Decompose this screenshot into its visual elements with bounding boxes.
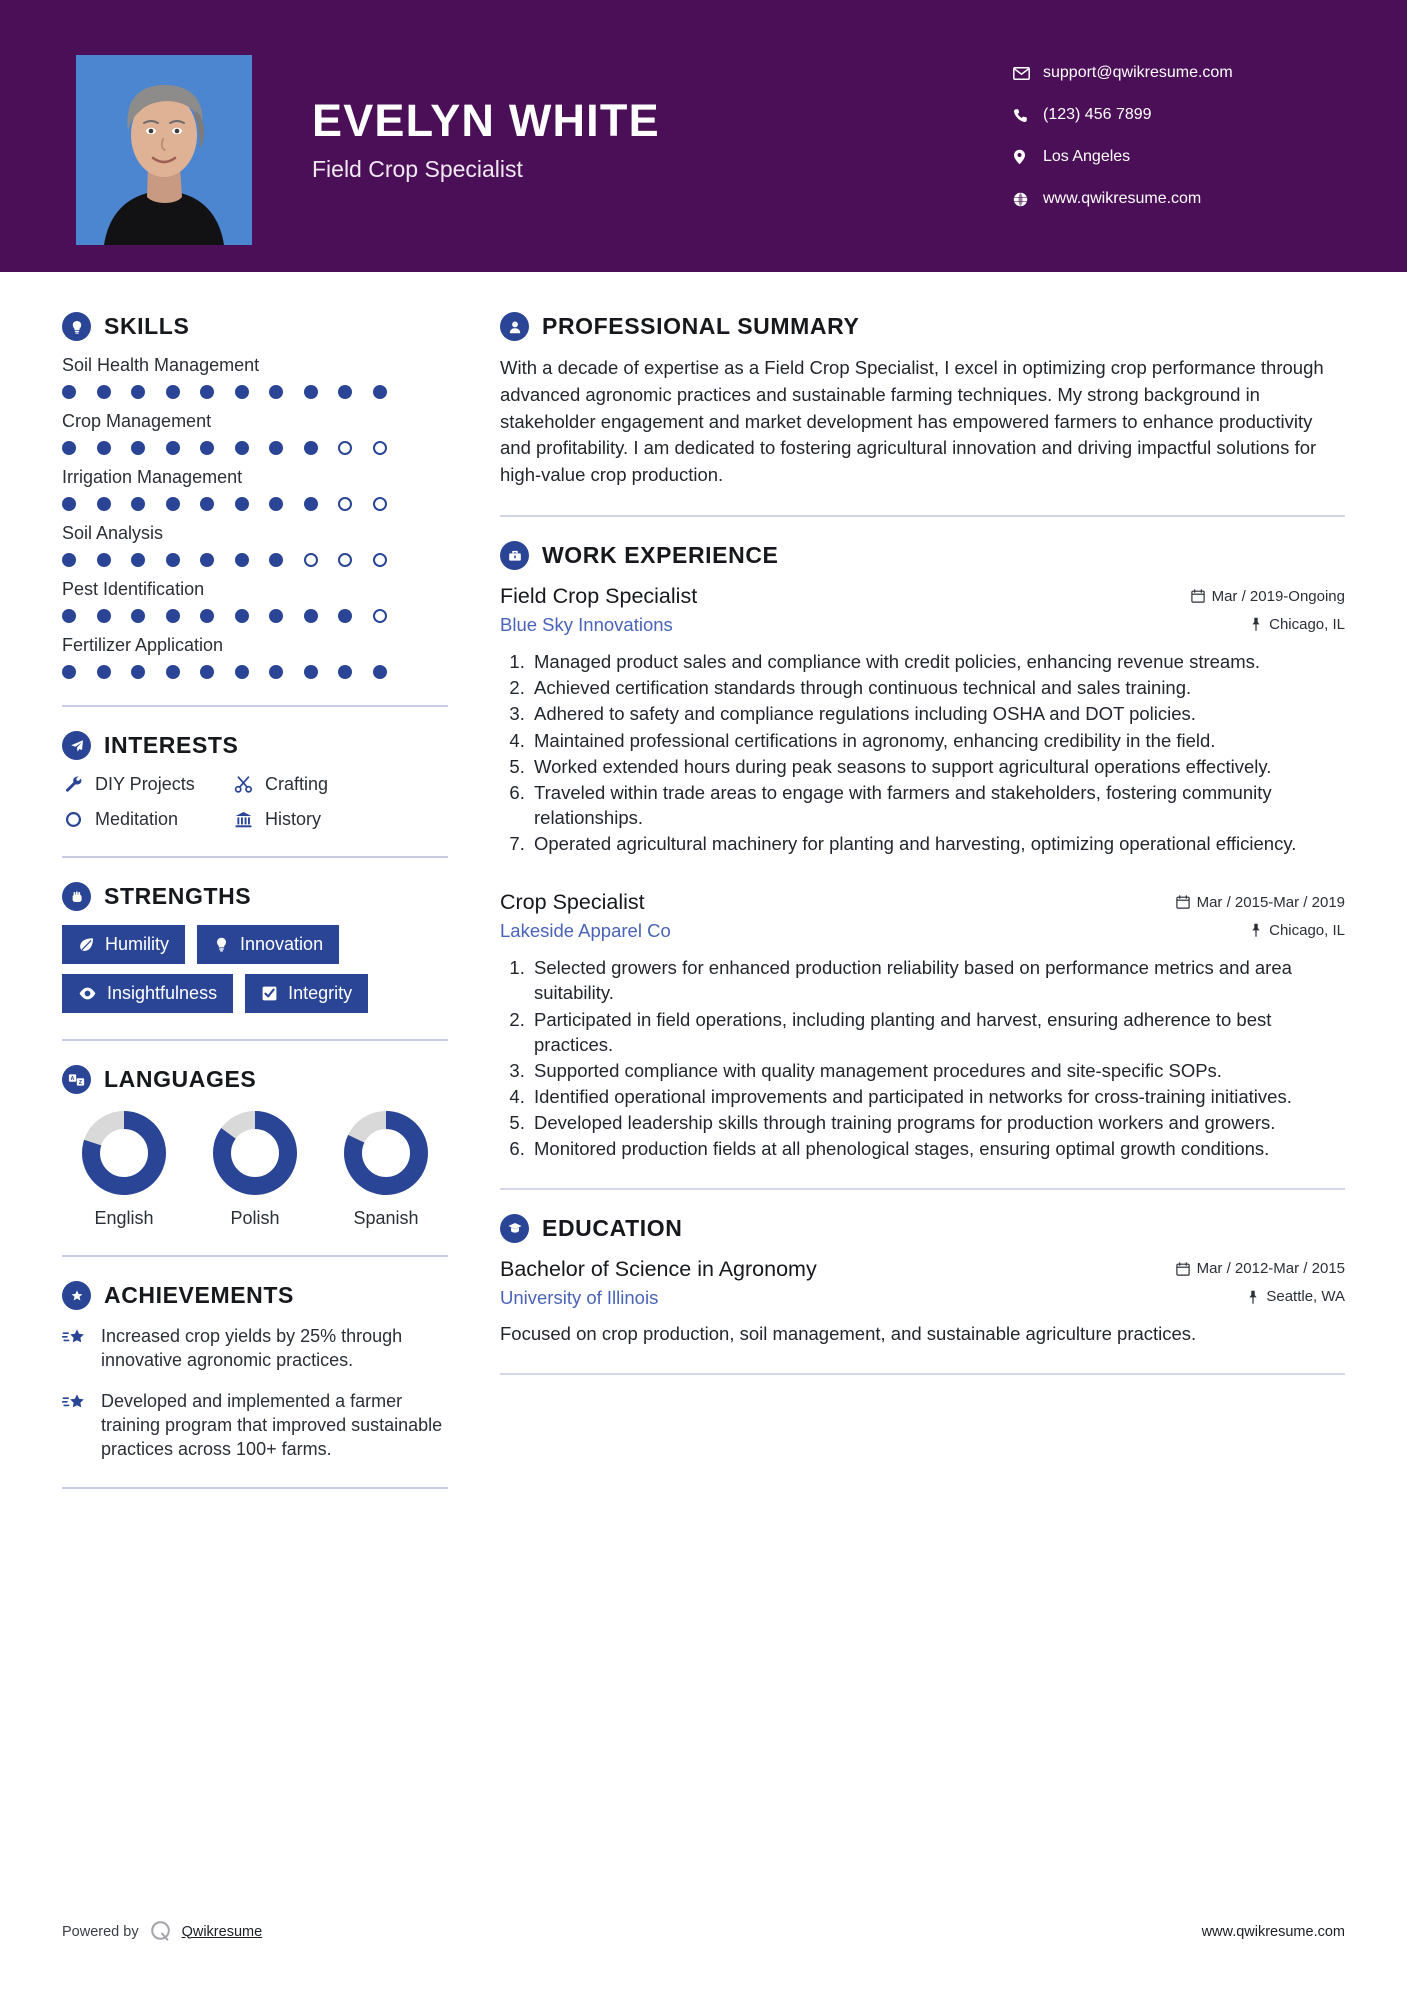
footer-powered-label: Powered by bbox=[62, 1923, 139, 1940]
experience-entry bbox=[500, 890, 1345, 1161]
entry-bullet: 4. Identified operational improvements and participated in networks for cross-training initiatives. bbox=[530, 1084, 1345, 1109]
skill-dot-filled bbox=[235, 441, 249, 455]
skill-rating bbox=[62, 441, 448, 455]
circle-icon bbox=[62, 810, 84, 829]
section-skills bbox=[62, 312, 448, 679]
skill-dot-empty bbox=[338, 497, 352, 511]
strength-badge-innovation bbox=[197, 925, 339, 964]
skill-dot-filled bbox=[166, 385, 180, 399]
skill-dot-filled bbox=[269, 665, 283, 679]
skill-dot-filled bbox=[269, 441, 283, 455]
resume-header bbox=[0, 0, 1407, 272]
shooting-star-icon bbox=[62, 1392, 88, 1414]
calendar-icon bbox=[1176, 895, 1190, 909]
skill-dot-empty bbox=[373, 609, 387, 623]
education-title: EDUCATION bbox=[542, 1214, 683, 1241]
skill-dot-filled bbox=[338, 385, 352, 399]
skill-dot-filled bbox=[131, 553, 145, 567]
skill-rating bbox=[62, 385, 448, 399]
interest-label: History bbox=[265, 809, 322, 829]
skill-dot-filled bbox=[97, 441, 111, 455]
entry-meta bbox=[1191, 588, 1345, 605]
profile-photo-image bbox=[76, 55, 252, 245]
entry-role: Crop Specialist bbox=[500, 890, 645, 915]
q-logo-icon bbox=[148, 1919, 173, 1944]
sidebar-divider-3 bbox=[62, 1039, 448, 1041]
sidebar-divider-5 bbox=[62, 1487, 448, 1489]
interest-label: DIY Projects bbox=[95, 774, 195, 794]
entry-description: Focused on crop production, soil management, and sustainable agriculture practices. bbox=[500, 1322, 1197, 1344]
scissors-icon bbox=[232, 775, 254, 794]
briefcase-icon bbox=[500, 541, 529, 570]
skill-item bbox=[62, 411, 448, 455]
main-divider-1 bbox=[500, 515, 1345, 517]
skill-dot-filled bbox=[62, 553, 76, 567]
sidebar-divider-1 bbox=[62, 705, 448, 707]
strengths-list bbox=[62, 925, 448, 1013]
skill-dot-filled bbox=[269, 553, 283, 567]
experience-list bbox=[500, 584, 1345, 1162]
candidate-job-title: Field Crop Specialist bbox=[312, 156, 523, 182]
strength-label: Innovation bbox=[240, 934, 324, 954]
skill-dot-filled bbox=[200, 441, 214, 455]
languages-list bbox=[62, 1108, 448, 1229]
skill-name: Irrigation Management bbox=[62, 467, 243, 487]
language-donut bbox=[79, 1108, 169, 1198]
museum-icon bbox=[232, 810, 254, 829]
skill-dot-filled bbox=[269, 497, 283, 511]
skill-rating bbox=[62, 553, 448, 567]
badge-star-icon bbox=[62, 1281, 91, 1310]
skill-dot-filled bbox=[131, 385, 145, 399]
contact-website[interactable] bbox=[1013, 178, 1313, 220]
calendar-icon bbox=[1191, 589, 1205, 603]
calendar-icon bbox=[1176, 1262, 1190, 1276]
skill-dot-filled bbox=[166, 553, 180, 567]
interest-item bbox=[232, 774, 448, 795]
experience-entry bbox=[500, 584, 1345, 856]
achievements-list bbox=[62, 1324, 448, 1461]
entry-school: University of Illinois bbox=[500, 1286, 659, 1308]
paper-plane-icon bbox=[62, 731, 91, 760]
achievements-title: ACHIEVEMENTS bbox=[104, 1282, 294, 1308]
entry-bullet: 1. Selected growers for enhanced production reliability based on performance metrics and area suitability. bbox=[530, 955, 1345, 1005]
strength-badge-humility bbox=[62, 925, 185, 964]
skill-dot-filled bbox=[131, 665, 145, 679]
entry-bullet: 2. Participated in field operations, including planting and harvest, ensuring adherence to best practices. bbox=[530, 1007, 1345, 1057]
main-column bbox=[500, 272, 1345, 1399]
strengths-title: STRENGTHS bbox=[104, 883, 252, 909]
entry-date: Mar / 2012-Mar / 2015 bbox=[1196, 1260, 1345, 1278]
skill-dot-filled bbox=[235, 553, 249, 567]
sidebar-divider-4 bbox=[62, 1255, 448, 1257]
entry-subheader bbox=[500, 614, 1345, 636]
pin-icon bbox=[1250, 617, 1262, 631]
interest-item bbox=[232, 809, 448, 830]
skills-heading bbox=[62, 312, 448, 341]
skill-dot-filled bbox=[62, 609, 76, 623]
interest-label: Crafting bbox=[265, 774, 329, 794]
skill-dot-filled bbox=[200, 553, 214, 567]
skill-dot-filled bbox=[304, 497, 318, 511]
skill-dot-empty bbox=[338, 441, 352, 455]
skill-dot-filled bbox=[62, 497, 76, 511]
skill-item bbox=[62, 635, 448, 679]
skill-dot-filled bbox=[166, 497, 180, 511]
skill-dot-filled bbox=[131, 609, 145, 623]
entry-bullet: 4. Maintained professional certifications in agronomy, enhancing credibility in the field. bbox=[530, 728, 1345, 753]
pin-icon bbox=[1250, 923, 1262, 937]
graduation-cap-icon bbox=[500, 1214, 529, 1243]
footer-website[interactable]: www.qwikresume.com bbox=[1201, 1923, 1345, 1940]
education-entry bbox=[500, 1257, 1345, 1347]
section-interests bbox=[62, 731, 448, 830]
skill-dot-filled bbox=[166, 665, 180, 679]
skill-dot-filled bbox=[200, 609, 214, 623]
skill-dot-filled bbox=[62, 385, 76, 399]
wrench-icon bbox=[62, 775, 84, 794]
summary-heading bbox=[500, 312, 1345, 341]
skill-item bbox=[62, 579, 448, 623]
language-label: Polish bbox=[230, 1208, 280, 1228]
skill-dot-filled bbox=[235, 497, 249, 511]
skill-dot-empty bbox=[304, 553, 318, 567]
entry-bullet: 5. Worked extended hours during peak seasons to support agricultural operations effectively. bbox=[530, 754, 1345, 779]
svg-text:A: A bbox=[70, 1075, 75, 1082]
skill-dot-filled bbox=[200, 665, 214, 679]
entry-company: Lakeside Apparel Co bbox=[500, 920, 671, 942]
skill-dot-filled bbox=[269, 385, 283, 399]
entry-bullets bbox=[500, 649, 1345, 856]
skill-dot-filled bbox=[304, 665, 318, 679]
contact-email-text: support@qwikresume.com bbox=[1043, 64, 1233, 81]
achievements-heading bbox=[62, 1281, 448, 1310]
skill-dot-filled bbox=[97, 385, 111, 399]
skill-dot-filled bbox=[62, 441, 76, 455]
entry-subheader bbox=[500, 920, 1345, 942]
section-work-experience bbox=[500, 541, 1345, 1162]
globe-icon bbox=[1013, 192, 1043, 207]
skill-dot-filled bbox=[166, 609, 180, 623]
skill-dot-filled bbox=[166, 441, 180, 455]
education-list bbox=[500, 1257, 1345, 1347]
section-achievements bbox=[62, 1281, 448, 1461]
entry-company: Blue Sky Innovations bbox=[500, 614, 673, 636]
skill-dot-filled bbox=[304, 385, 318, 399]
section-education bbox=[500, 1214, 1345, 1347]
interest-item bbox=[62, 809, 232, 830]
leaf-icon bbox=[78, 936, 95, 953]
entry-location: Seattle, WA bbox=[1266, 1288, 1345, 1306]
pin-icon bbox=[1250, 923, 1262, 937]
skill-name: Crop Management bbox=[62, 411, 212, 431]
language-donut bbox=[210, 1108, 300, 1198]
skill-dot-filled bbox=[97, 553, 111, 567]
skill-dot-filled bbox=[131, 441, 145, 455]
entry-header bbox=[500, 584, 1345, 609]
pin-icon bbox=[1250, 617, 1262, 631]
skill-dot-filled bbox=[338, 609, 352, 623]
resume-body bbox=[0, 272, 1407, 1513]
skill-name: Fertilizer Application bbox=[62, 635, 224, 655]
languages-heading bbox=[62, 1065, 448, 1094]
entry-meta bbox=[1176, 894, 1345, 911]
entry-meta bbox=[1176, 1260, 1345, 1277]
entry-header bbox=[500, 890, 1345, 915]
skill-dot-filled bbox=[373, 385, 387, 399]
interests-grid bbox=[62, 774, 448, 830]
sidebar-divider-2 bbox=[62, 856, 448, 858]
entry-bullet: 2. Achieved certification standards through continuous technical and sales training. bbox=[530, 675, 1345, 700]
entry-degree: Bachelor of Science in Agronomy bbox=[500, 1256, 817, 1281]
language-label: English bbox=[94, 1208, 154, 1228]
achievement-text: Increased crop yields by 25% through innovative agronomic practices. bbox=[101, 1326, 403, 1371]
pin-icon bbox=[1247, 1290, 1259, 1304]
contact-email[interactable] bbox=[1013, 52, 1313, 94]
entry-bullet: 7. Operated agricultural machinery for planting and harvesting, optimizing operational efficiency. bbox=[530, 831, 1345, 856]
entry-meta bbox=[1250, 922, 1345, 939]
contact-website-text: www.qwikresume.com bbox=[1043, 190, 1202, 207]
skill-rating bbox=[62, 609, 448, 623]
profile-photo bbox=[76, 55, 252, 245]
skill-dot-empty bbox=[373, 497, 387, 511]
fist-icon bbox=[62, 882, 91, 911]
language-label: Spanish bbox=[353, 1208, 419, 1228]
strengths-heading bbox=[62, 882, 448, 911]
strength-label: Humility bbox=[105, 934, 170, 954]
contact-location-text: Los Angeles bbox=[1043, 148, 1131, 165]
contact-list bbox=[1013, 52, 1313, 220]
entry-date: Mar / 2015-Mar / 2019 bbox=[1196, 893, 1345, 911]
skill-name: Soil Health Management bbox=[62, 355, 260, 375]
calendar-icon bbox=[1191, 589, 1205, 603]
achievement-item bbox=[62, 1324, 448, 1373]
skill-dot-filled bbox=[235, 385, 249, 399]
calendar-icon bbox=[1176, 1262, 1190, 1276]
entry-location: Chicago, IL bbox=[1269, 921, 1345, 939]
entry-role: Field Crop Specialist bbox=[500, 584, 698, 609]
entry-bullet: 1. Managed product sales and compliance with credit policies, enhancing revenue streams. bbox=[530, 649, 1345, 674]
skill-dot-filled bbox=[62, 665, 76, 679]
entry-bullets bbox=[500, 955, 1345, 1161]
main-divider-3 bbox=[500, 1373, 1345, 1375]
resume-footer bbox=[62, 1919, 1345, 1944]
entry-bullet: 3. Adhered to safety and compliance regulations including OSHA and DOT policies. bbox=[530, 701, 1345, 726]
entry-location: Chicago, IL bbox=[1269, 615, 1345, 633]
interest-item bbox=[62, 774, 232, 795]
entry-bullet: 5. Developed leadership skills through training programs for production workers and growers. bbox=[530, 1110, 1345, 1135]
entry-subheader bbox=[500, 1287, 1345, 1309]
skills-title: SKILLS bbox=[104, 313, 190, 339]
pin-icon bbox=[1247, 1290, 1259, 1304]
eye-icon bbox=[78, 986, 97, 1001]
location-pin-icon bbox=[1013, 149, 1043, 165]
skills-list bbox=[62, 355, 448, 679]
skill-dot-filled bbox=[304, 441, 318, 455]
skill-rating bbox=[62, 497, 448, 511]
skill-dot-filled bbox=[269, 609, 283, 623]
entry-spacer bbox=[500, 860, 1345, 890]
entry-date: Mar / 2019-Ongoing bbox=[1211, 587, 1345, 605]
skill-dot-filled bbox=[338, 665, 352, 679]
person-icon bbox=[500, 312, 529, 341]
languages-title: LANGUAGES bbox=[104, 1066, 257, 1092]
section-strengths bbox=[62, 882, 448, 1013]
entry-bullet: 6. Traveled within trade areas to engage with farmers and stakeholders, fostering community relationships. bbox=[530, 780, 1345, 830]
interest-label: Meditation bbox=[95, 809, 179, 829]
entry-meta bbox=[1247, 1288, 1345, 1305]
experience-heading bbox=[500, 541, 1345, 570]
contact-phone-text: (123) 456 7899 bbox=[1043, 106, 1152, 123]
language-item bbox=[330, 1108, 442, 1229]
skill-dot-filled bbox=[200, 385, 214, 399]
translate-icon bbox=[62, 1065, 91, 1094]
entry-bullet: 3. Supported compliance with quality management procedures and site-specific SOPs. bbox=[530, 1058, 1345, 1083]
strength-badge-insightfulness bbox=[62, 974, 233, 1013]
entry-header bbox=[500, 1257, 1345, 1282]
experience-title: WORK EXPERIENCE bbox=[542, 542, 779, 569]
contact-phone[interactable] bbox=[1013, 94, 1313, 136]
name-block bbox=[312, 95, 660, 183]
section-languages bbox=[62, 1065, 448, 1229]
email-icon bbox=[1013, 67, 1043, 80]
skill-item bbox=[62, 523, 448, 567]
language-donut bbox=[341, 1108, 431, 1198]
interests-title: INTERESTS bbox=[104, 732, 239, 758]
skill-dot-filled bbox=[97, 609, 111, 623]
footer-powered-by bbox=[62, 1919, 262, 1944]
summary-title: PROFESSIONAL SUMMARY bbox=[542, 313, 860, 339]
achievement-item bbox=[62, 1389, 448, 1462]
section-professional-summary bbox=[500, 312, 1345, 489]
skill-dot-filled bbox=[235, 665, 249, 679]
skill-dot-filled bbox=[304, 609, 318, 623]
skill-dot-filled bbox=[97, 497, 111, 511]
achievement-text: Developed and implemented a farmer training program that improved sustainable practices across 100+ farms. bbox=[101, 1390, 443, 1460]
entry-bullet: 6. Monitored production fields at all phenological stages, ensuring optimal growth conditions. bbox=[530, 1136, 1345, 1161]
shooting-star-icon bbox=[62, 1327, 88, 1349]
language-item bbox=[68, 1108, 180, 1229]
strength-label: Insightfulness bbox=[107, 983, 218, 1003]
interests-heading bbox=[62, 731, 448, 760]
lightbulb-icon bbox=[62, 312, 91, 341]
skill-dot-filled bbox=[235, 609, 249, 623]
entry-meta bbox=[1250, 616, 1345, 633]
svg-text:Z: Z bbox=[78, 1079, 83, 1086]
footer-brand-link[interactable]: Qwikresume bbox=[181, 1923, 263, 1940]
sidebar-column bbox=[62, 272, 454, 1513]
language-item bbox=[199, 1108, 311, 1229]
skill-dot-filled bbox=[97, 665, 111, 679]
skill-dot-filled bbox=[131, 497, 145, 511]
contact-location bbox=[1013, 136, 1313, 178]
skill-rating bbox=[62, 665, 448, 679]
skill-dot-empty bbox=[373, 441, 387, 455]
strength-badge-integrity bbox=[245, 974, 368, 1013]
skill-dot-empty bbox=[338, 553, 352, 567]
skill-item bbox=[62, 467, 448, 511]
skill-dot-filled bbox=[200, 497, 214, 511]
candidate-name: EVELYN WHITE bbox=[312, 95, 660, 146]
skill-item bbox=[62, 355, 448, 399]
phone-icon bbox=[1013, 108, 1043, 123]
checkbox-icon bbox=[261, 985, 278, 1002]
skill-name: Pest Identification bbox=[62, 579, 205, 599]
lightbulb-icon bbox=[213, 936, 230, 953]
skill-name: Soil Analysis bbox=[62, 523, 164, 543]
skill-dot-empty bbox=[373, 553, 387, 567]
summary-text: With a decade of expertise as a Field Crop Specialist, I excel in optimizing crop performance through advanced agronomic practices and sustainable farming techniques. My strong background in stakeholder engagement and market development has empowered farmers to enhance productivity and profitability. I am dedicated to fostering agricultural innovation and driving impactful solutions for high-value crop production. bbox=[500, 357, 1324, 486]
main-divider-2 bbox=[500, 1188, 1345, 1190]
skill-dot-filled bbox=[373, 665, 387, 679]
education-heading bbox=[500, 1214, 1345, 1243]
strength-label: Integrity bbox=[288, 983, 353, 1003]
calendar-icon bbox=[1176, 895, 1190, 909]
